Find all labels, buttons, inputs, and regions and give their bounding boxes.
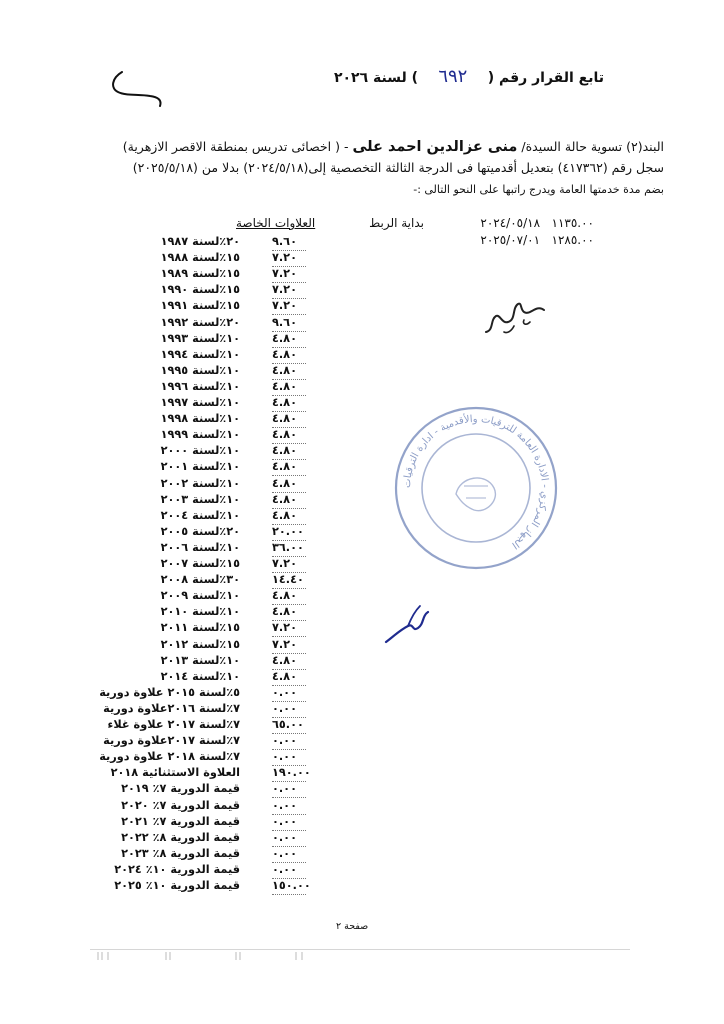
- allowance-amount: ٤.٨٠: [272, 379, 306, 396]
- start-salary-row: [480, 216, 594, 230]
- allowance-row: [0, 814, 724, 830]
- allowance-amount: ٤.٨٠: [272, 492, 306, 509]
- allowance-amount: ٤.٨٠: [272, 604, 306, 621]
- allowance-row: [0, 508, 724, 524]
- allowance-amount: ٤.٨٠: [272, 427, 306, 444]
- allowance-label: ١٠٪لسنة ١٩٩٣: [160, 331, 240, 345]
- allowance-amount: ٠.٠٠: [272, 830, 306, 847]
- allowance-row: [0, 669, 724, 685]
- allowance-row: [0, 653, 724, 669]
- allowance-amount: ٤.٨٠: [272, 443, 306, 460]
- allowance-label: قيمة الدورية ٨٪ ٢٠٢٢: [121, 830, 240, 844]
- allowance-amount: ٦٥.٠٠: [272, 717, 306, 734]
- special-allowances-header: العلاوات الخاصة: [236, 216, 316, 230]
- allowance-label: قيمة الدورية ٧٪ ٢٠١٩: [121, 782, 240, 796]
- allowance-amount: ٤.٨٠: [272, 395, 306, 412]
- allowance-row: [0, 685, 724, 701]
- allowance-label: ١٥٪لسنة ١٩٨٨: [160, 251, 240, 265]
- allowance-label: ١٠٪لسنة ٢٠٠٩: [160, 589, 240, 603]
- start-salary-date: ٢٠٢٥/٠٧/٠١: [480, 233, 541, 247]
- allowance-amount: ٧.٢٠: [272, 250, 306, 267]
- allowance-label: ١٠٪لسنة ١٩٩٧: [160, 396, 240, 409]
- allowance-amount: ٠.٠٠: [272, 749, 306, 766]
- allowance-amount: ٢٠.٠٠: [272, 524, 306, 541]
- allowance-amount: ٠.٠٠: [272, 814, 306, 831]
- handwritten-decision-number: ٦٩٢: [438, 66, 468, 87]
- allowance-label: ١٥٪لسنة ٢٠١٢: [160, 637, 240, 651]
- allowance-amount: ٩.٦٠: [272, 315, 306, 332]
- allowance-label: ٣٠٪لسنة ٢٠٠٨: [160, 573, 240, 587]
- allowance-label: ٢٠٪لسنة ١٩٨٧: [160, 235, 240, 248]
- signature-icon: [382, 602, 442, 648]
- allowance-row: [0, 701, 724, 717]
- allowance-row: [0, 540, 724, 556]
- allowance-label: ٧٪لسنة ٢٠١٧ علاوة غلاء: [107, 718, 240, 731]
- signature-icon: [478, 296, 550, 340]
- allowance-row: [0, 347, 724, 363]
- allowance-amount: ٤.٨٠: [272, 588, 306, 605]
- allowance-amount: ٠.٠٠: [272, 846, 306, 863]
- allowance-amount: ٣٦.٠٠: [272, 540, 306, 557]
- allowance-label: ١٠٪لسنة ١٩٩٨: [160, 412, 240, 426]
- allowance-row: [0, 250, 724, 266]
- page-number: صفحة ٢: [336, 921, 369, 932]
- allowance-row: [0, 266, 724, 282]
- allowance-row: [0, 588, 724, 604]
- allowance-row: [0, 830, 724, 846]
- allowance-amount: ٤.٨٠: [272, 653, 306, 670]
- allowance-row: [0, 282, 724, 298]
- allowance-label: ٧٪لسنة ٢٠١٦علاوة دورية: [103, 701, 240, 715]
- allowance-label: ١٥٪لسنة ١٩٩٠: [160, 283, 240, 297]
- official-stamp-icon: [390, 402, 562, 574]
- allowance-amount: ٠.٠٠: [272, 685, 306, 702]
- allowance-amount: ٧.٢٠: [272, 556, 306, 573]
- allowance-row: [0, 878, 724, 894]
- allowance-row: [0, 604, 724, 620]
- allowance-row: [0, 524, 724, 540]
- allowance-amount: ٠.٠٠: [272, 701, 306, 718]
- allowance-label: ١٠٪لسنة ٢٠٠١: [160, 460, 240, 474]
- allowance-amount: ٧.٢٠: [272, 637, 306, 654]
- allowance-label: ٥٪لسنة ٢٠١٥ علاوة دورية: [99, 685, 240, 699]
- allowance-amount: ٤.٨٠: [272, 331, 306, 348]
- allowance-label: ٢٠٪لسنة ٢٠٠٥: [160, 524, 240, 538]
- scan-artifact-marks: [96, 952, 326, 960]
- allowance-label: ١٠٪لسنة ١٩٩٥: [160, 363, 240, 377]
- allowance-amount: ٤.٨٠: [272, 508, 306, 525]
- allowance-label: قيمة الدورية ١٠٪ ٢٠٢٥: [114, 879, 240, 892]
- allowance-row: [0, 733, 724, 749]
- allowance-amount: ١٥٠.٠٠: [272, 878, 306, 895]
- allowance-label: ٧٪لسنة ٢٠١٧علاوة دورية: [103, 734, 240, 748]
- clause-line-2: سجل رقم (٤١٧٣٦٢) بتعديل أقدميتها فى الدرجة الثالثة التخصصية إلى(٢٠٢٤/٥/١٨) بدلا من (٢٠٢٥/٥/١٨): [132, 160, 664, 175]
- allowance-label: ١٠٪لسنة ٢٠٠٤: [160, 508, 240, 522]
- allowance-row: [0, 476, 724, 492]
- handwritten-mark-icon: [108, 66, 168, 110]
- allowance-row: [0, 862, 724, 878]
- allowance-amount: ٧.٢٠: [272, 620, 306, 637]
- allowance-row: [0, 798, 724, 814]
- allowance-label: ١٥٪لسنة ١٩٩١: [160, 299, 240, 313]
- allowance-amount: ٠.٠٠: [272, 798, 306, 815]
- clause-line-1: [123, 139, 664, 155]
- allowance-label: ٢٠٪لسنة ١٩٩٢: [160, 315, 240, 329]
- allowance-label: العلاوة الاستثنائية ٢٠١٨: [110, 766, 240, 780]
- allowance-amount: ١٤.٤٠: [272, 572, 306, 589]
- allowance-label: ١٠٪لسنة ١٩٩٤: [160, 347, 240, 361]
- allowance-row: [0, 363, 724, 379]
- allowance-row: [0, 379, 724, 395]
- allowance-label: ١٠٪لسنة ٢٠٠٢: [160, 476, 240, 490]
- allowance-row: [0, 443, 724, 459]
- allowance-amount: ٤.٨٠: [272, 669, 306, 686]
- header-prefix: تابع القرار رقم (: [487, 70, 604, 86]
- allowance-label: قيمة الدورية ٨٪ ٢٠٢٣: [121, 846, 240, 860]
- allowance-label: ١٥٪لسنة ٢٠٠٧: [160, 557, 240, 570]
- allowance-row: [0, 846, 724, 862]
- allowance-label: قيمة الدورية ٧٪ ٢٠٢٠: [121, 798, 240, 812]
- allowance-label: قيمة الدورية ٧٪ ٢٠٢١: [121, 814, 240, 828]
- allowance-row: [0, 427, 724, 443]
- allowance-row: [0, 637, 724, 653]
- allowance-row: [0, 459, 724, 475]
- allowance-row: [0, 298, 724, 314]
- allowance-amount: ٧.٢٠: [272, 282, 306, 299]
- allowance-amount: ٧.٢٠: [272, 266, 306, 283]
- allowance-row: [0, 331, 724, 347]
- allowance-row: [0, 717, 724, 733]
- allowance-label: ١٠٪لسنة ٢٠٠٠: [160, 444, 240, 458]
- clause-job: - ( اخصائى تدريس بمنطقة الاقصر الازهرية): [122, 139, 349, 154]
- scan-edge-line: [90, 949, 630, 950]
- allowance-row: [0, 411, 724, 427]
- clause-prefix: البند(٢) تسوية حالة السيدة/: [521, 139, 664, 154]
- allowance-amount: ٤.٨٠: [272, 411, 306, 428]
- allowance-row: [0, 620, 724, 636]
- allowance-label: ٧٪لسنة ٢٠١٨ علاوة دورية: [99, 750, 240, 764]
- allowance-amount: ٧.٢٠: [272, 298, 306, 315]
- allowance-row: [0, 572, 724, 588]
- start-salary-amount: ١١٣٥.٠٠: [551, 216, 594, 230]
- allowance-label: ١٠٪لسنة ٢٠١٠: [160, 605, 240, 619]
- allowance-amount: ١٩٠.٠٠: [272, 765, 306, 782]
- allowance-label: ١٥٪لسنة ٢٠١١: [160, 621, 240, 635]
- start-salary-date: ٢٠٢٤/٠٥/١٨: [480, 216, 541, 230]
- allowance-amount: ٩.٦٠: [272, 234, 306, 251]
- allowance-amount: ٤.٨٠: [272, 363, 306, 380]
- header-suffix: ) لسنة ٢٠٢٦: [333, 70, 418, 86]
- allowance-label: ١٠٪لسنة ٢٠١٣: [160, 653, 240, 667]
- allowance-label: ١٥٪لسنة ١٩٨٩: [160, 267, 240, 281]
- start-salary-label: بداية الربط: [369, 216, 424, 230]
- allowance-row: [0, 315, 724, 331]
- allowance-amount: ٠.٠٠: [272, 733, 306, 750]
- allowance-label: قيمة الدورية ١٠٪ ٢٠٢٤: [114, 862, 240, 876]
- allowance-label: ١٠٪لسنة ٢٠٠٦: [160, 540, 240, 554]
- allowance-amount: ٤.٨٠: [272, 459, 306, 476]
- allowance-label: ١٠٪لسنة ٢٠٠٣: [160, 492, 240, 506]
- allowance-row: [0, 395, 724, 411]
- start-salary-amount: ١٢٨٥.٠٠: [551, 233, 594, 247]
- allowance-amount: ٠.٠٠: [272, 781, 306, 798]
- allowance-row: [0, 781, 724, 797]
- allowance-row: [0, 749, 724, 765]
- allowance-amount: ٤.٨٠: [272, 476, 306, 493]
- allowance-row: [0, 556, 724, 572]
- allowance-label: ١٠٪لسنة ٢٠١٤: [160, 669, 240, 683]
- allowance-row: [0, 492, 724, 508]
- stamp-text: الجهاز المركزي - الادارة العامة للترقيات والأقدمية - ادارة الترقيات: [401, 413, 551, 551]
- employee-name: منى عزالدين احمد على: [352, 139, 518, 155]
- allowance-row: [0, 765, 724, 781]
- clause-line-3: بضم مدة خدمتها العامة ويدرج راتبها على النحو التالى :-: [413, 183, 664, 196]
- allowance-amount: ٤.٨٠: [272, 347, 306, 364]
- allowance-row: [0, 234, 724, 250]
- allowance-label: ١٠٪لسنة ١٩٩٦: [160, 379, 240, 393]
- allowance-label: ١٠٪لسنة ١٩٩٩: [160, 428, 240, 442]
- svg-text:الجهاز المركزي - الادارة العام: [402, 412, 550, 550]
- decision-header: [334, 66, 604, 87]
- allowance-amount: ٠.٠٠: [272, 862, 306, 879]
